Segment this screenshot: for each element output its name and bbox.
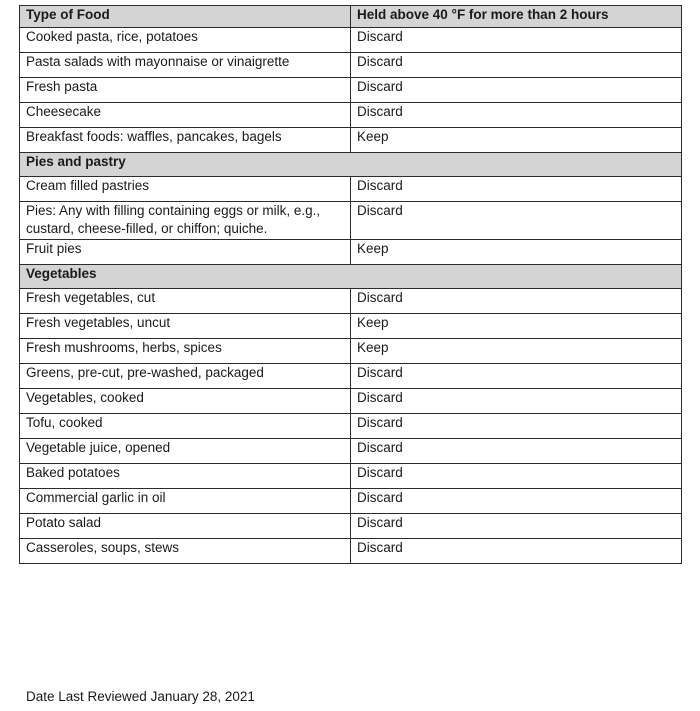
food-cell: Cheesecake — [20, 103, 351, 128]
header-held-above: Held above 40 °F for more than 2 hours — [351, 6, 682, 28]
table-row — [20, 53, 682, 78]
action-cell: Discard — [351, 514, 682, 539]
food-safety-table — [19, 5, 682, 564]
table-row — [20, 489, 682, 514]
table-row — [20, 314, 682, 339]
table-row — [20, 289, 682, 314]
food-cell: Fresh vegetables, uncut — [20, 314, 351, 339]
action-cell: Discard — [351, 53, 682, 78]
food-cell: Cream filled pastries — [20, 177, 351, 202]
action-cell: Discard — [351, 539, 682, 564]
food-cell: Greens, pre-cut, pre-washed, packaged — [20, 364, 351, 389]
food-cell: Fresh mushrooms, herbs, spices — [20, 339, 351, 364]
food-cell: Casseroles, soups, stews — [20, 539, 351, 564]
action-cell: Keep — [351, 314, 682, 339]
table-row — [20, 28, 682, 53]
action-cell: Keep — [351, 339, 682, 364]
table-row — [20, 202, 682, 240]
table-row — [20, 339, 682, 364]
action-cell: Discard — [351, 78, 682, 103]
table-row — [20, 439, 682, 464]
action-cell: Discard — [351, 489, 682, 514]
action-cell: Discard — [351, 414, 682, 439]
action-cell: Keep — [351, 240, 682, 265]
action-cell: Discard — [351, 177, 682, 202]
action-cell: Discard — [351, 28, 682, 53]
section-title: Vegetables — [20, 265, 682, 289]
food-cell: Fresh vegetables, cut — [20, 289, 351, 314]
table-row — [20, 364, 682, 389]
table-row — [20, 240, 682, 265]
action-cell: Discard — [351, 464, 682, 489]
action-cell: Discard — [351, 103, 682, 128]
table-header-row — [20, 6, 682, 28]
section-row-vegetables — [20, 265, 682, 289]
table-row — [20, 514, 682, 539]
food-cell: Breakfast foods: waffles, pancakes, bagels — [20, 128, 351, 153]
header-type-of-food: Type of Food — [20, 6, 351, 28]
food-cell: Commercial garlic in oil — [20, 489, 351, 514]
food-cell: Fresh pasta — [20, 78, 351, 103]
food-cell: Pasta salads with mayonnaise or vinaigrette — [20, 53, 351, 78]
food-cell: Pies: Any with filling containing eggs or milk, e.g., custard, cheese-filled, or chiffon; quiche. — [20, 202, 351, 240]
food-cell: Potato salad — [20, 514, 351, 539]
action-cell: Discard — [351, 289, 682, 314]
food-cell: Tofu, cooked — [20, 414, 351, 439]
table-row — [20, 464, 682, 489]
table-row — [20, 539, 682, 564]
food-cell: Baked potatoes — [20, 464, 351, 489]
action-cell: Discard — [351, 389, 682, 414]
section-title: Pies and pastry — [20, 153, 682, 177]
table-row — [20, 78, 682, 103]
action-cell: Discard — [351, 439, 682, 464]
action-cell: Keep — [351, 128, 682, 153]
food-cell: Cooked pasta, rice, potatoes — [20, 28, 351, 53]
table-row — [20, 128, 682, 153]
food-cell: Vegetable juice, opened — [20, 439, 351, 464]
date-last-reviewed: Date Last Reviewed January 28, 2021 — [26, 689, 255, 704]
action-cell: Discard — [351, 202, 682, 240]
food-cell: Fruit pies — [20, 240, 351, 265]
table-row — [20, 414, 682, 439]
action-cell: Discard — [351, 364, 682, 389]
table-row — [20, 177, 682, 202]
section-row-pies-and-pastry — [20, 153, 682, 177]
table-row — [20, 103, 682, 128]
food-cell: Vegetables, cooked — [20, 389, 351, 414]
table-row — [20, 389, 682, 414]
